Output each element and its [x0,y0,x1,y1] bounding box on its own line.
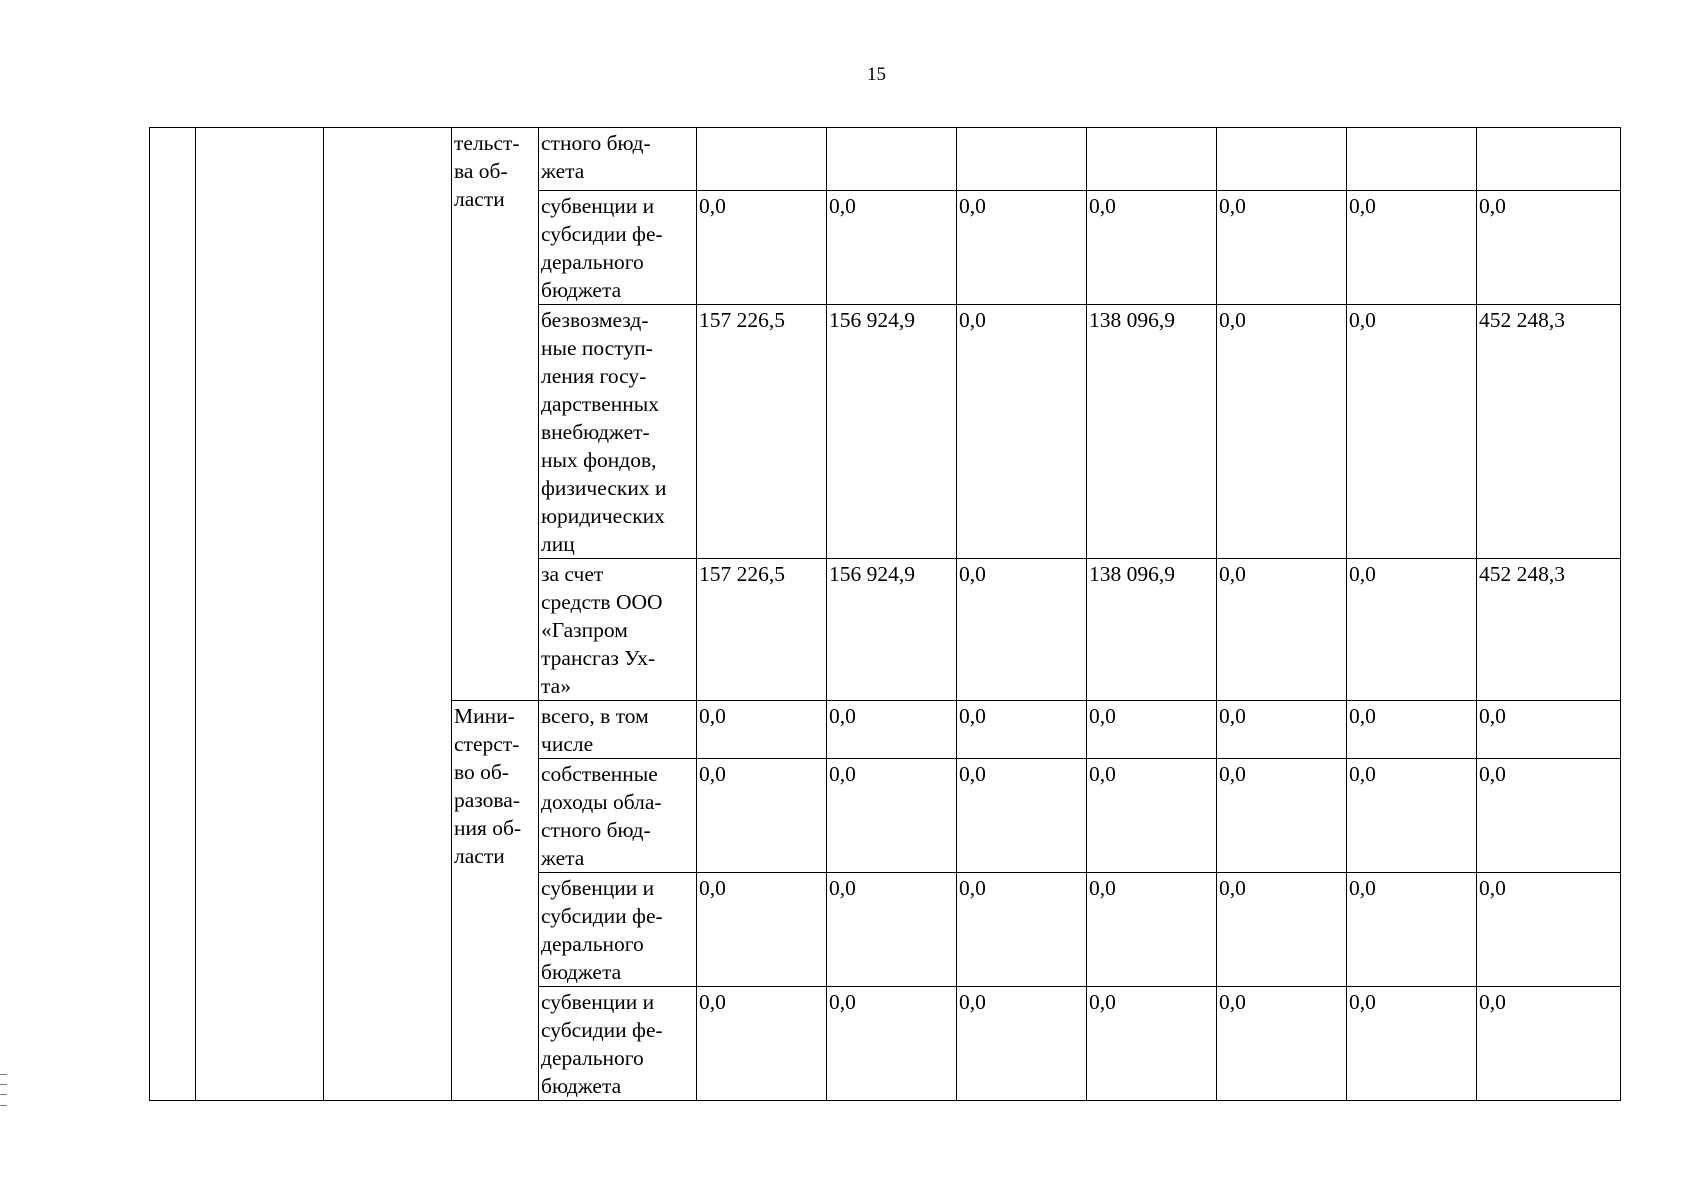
value-cell: 0,0 [957,559,1087,701]
value-cell: 0,0 [1217,759,1347,873]
page-number: 15 [867,64,886,85]
value-cell [1217,128,1347,191]
value-cell: 452 248,3 [1477,305,1621,559]
value-cell: 0,0 [1477,759,1621,873]
value-cell: 0,0 [1347,759,1477,873]
value-cell: 0,0 [1087,873,1217,987]
value-cell: 0,0 [1087,987,1217,1101]
value-cell: 0,0 [1477,191,1621,305]
row-label: безвозмезд- ные поступ- ления госу- дарственных внебюджет- ных фондов, физических и юридических лиц [539,305,697,559]
table-row [150,128,1621,191]
value-cell: 0,0 [957,759,1087,873]
value-cell: 0,0 [957,987,1087,1101]
value-cell: 0,0 [957,701,1087,759]
value-cell [1477,128,1621,191]
value-cell: 0,0 [697,873,827,987]
value-cell: 0,0 [697,701,827,759]
empty-cell-col3 [324,128,452,1101]
value-cell [827,128,957,191]
agency-cell-1: тельст- ва об- ласти [452,128,539,701]
value-cell: 138 096,9 [1087,305,1217,559]
table-body [150,128,1621,1101]
value-cell: 0,0 [1217,559,1347,701]
row-label: субвенции и субсидии фе- дерального бюджета [539,873,697,987]
empty-cell-col1 [150,128,196,1101]
budget-table [149,127,1621,1101]
value-cell: 0,0 [827,191,957,305]
row-label: собственные доходы обла- стного бюд- жета [539,759,697,873]
value-cell: 0,0 [827,987,957,1101]
value-cell: 0,0 [1217,987,1347,1101]
row-label: субвенции и субсидии фе- дерального бюджета [539,987,697,1101]
value-cell: 0,0 [827,873,957,987]
value-cell: 0,0 [827,701,957,759]
binding-edge-marks [0,1074,7,1106]
empty-cell-col2 [196,128,324,1101]
value-cell: 0,0 [957,191,1087,305]
value-cell [697,128,827,191]
value-cell: 0,0 [1347,701,1477,759]
value-cell: 0,0 [697,191,827,305]
value-cell: 157 226,5 [697,559,827,701]
value-cell: 157 226,5 [697,305,827,559]
row-label: субвенции и субсидии фе- дерального бюджета [539,191,697,305]
value-cell: 0,0 [827,759,957,873]
row-label: всего, в том числе [539,701,697,759]
value-cell: 0,0 [1477,873,1621,987]
row-label: стного бюд- жета [539,128,697,191]
value-cell: 0,0 [1347,873,1477,987]
agency-cell-2: Мини- стерст- во об- разова- ния об- ласти [452,701,539,1101]
value-cell: 452 248,3 [1477,559,1621,701]
value-cell: 0,0 [1347,191,1477,305]
value-cell: 0,0 [1217,873,1347,987]
value-cell: 0,0 [1477,987,1621,1101]
value-cell: 0,0 [1347,559,1477,701]
value-cell: 0,0 [1217,191,1347,305]
value-cell: 0,0 [1087,701,1217,759]
value-cell: 0,0 [1087,191,1217,305]
value-cell: 0,0 [1477,701,1621,759]
value-cell: 0,0 [1347,305,1477,559]
value-cell: 0,0 [1217,305,1347,559]
value-cell: 0,0 [1087,759,1217,873]
value-cell: 0,0 [957,873,1087,987]
value-cell [1347,128,1477,191]
value-cell [1087,128,1217,191]
value-cell: 0,0 [1347,987,1477,1101]
value-cell: 156 924,9 [827,559,957,701]
value-cell: 0,0 [697,759,827,873]
value-cell [957,128,1087,191]
value-cell: 0,0 [957,305,1087,559]
value-cell: 0,0 [697,987,827,1101]
value-cell: 0,0 [1217,701,1347,759]
value-cell: 138 096,9 [1087,559,1217,701]
value-cell: 156 924,9 [827,305,957,559]
row-label: за счет средств ООО «Газпром трансгаз Ух- та» [539,559,697,701]
